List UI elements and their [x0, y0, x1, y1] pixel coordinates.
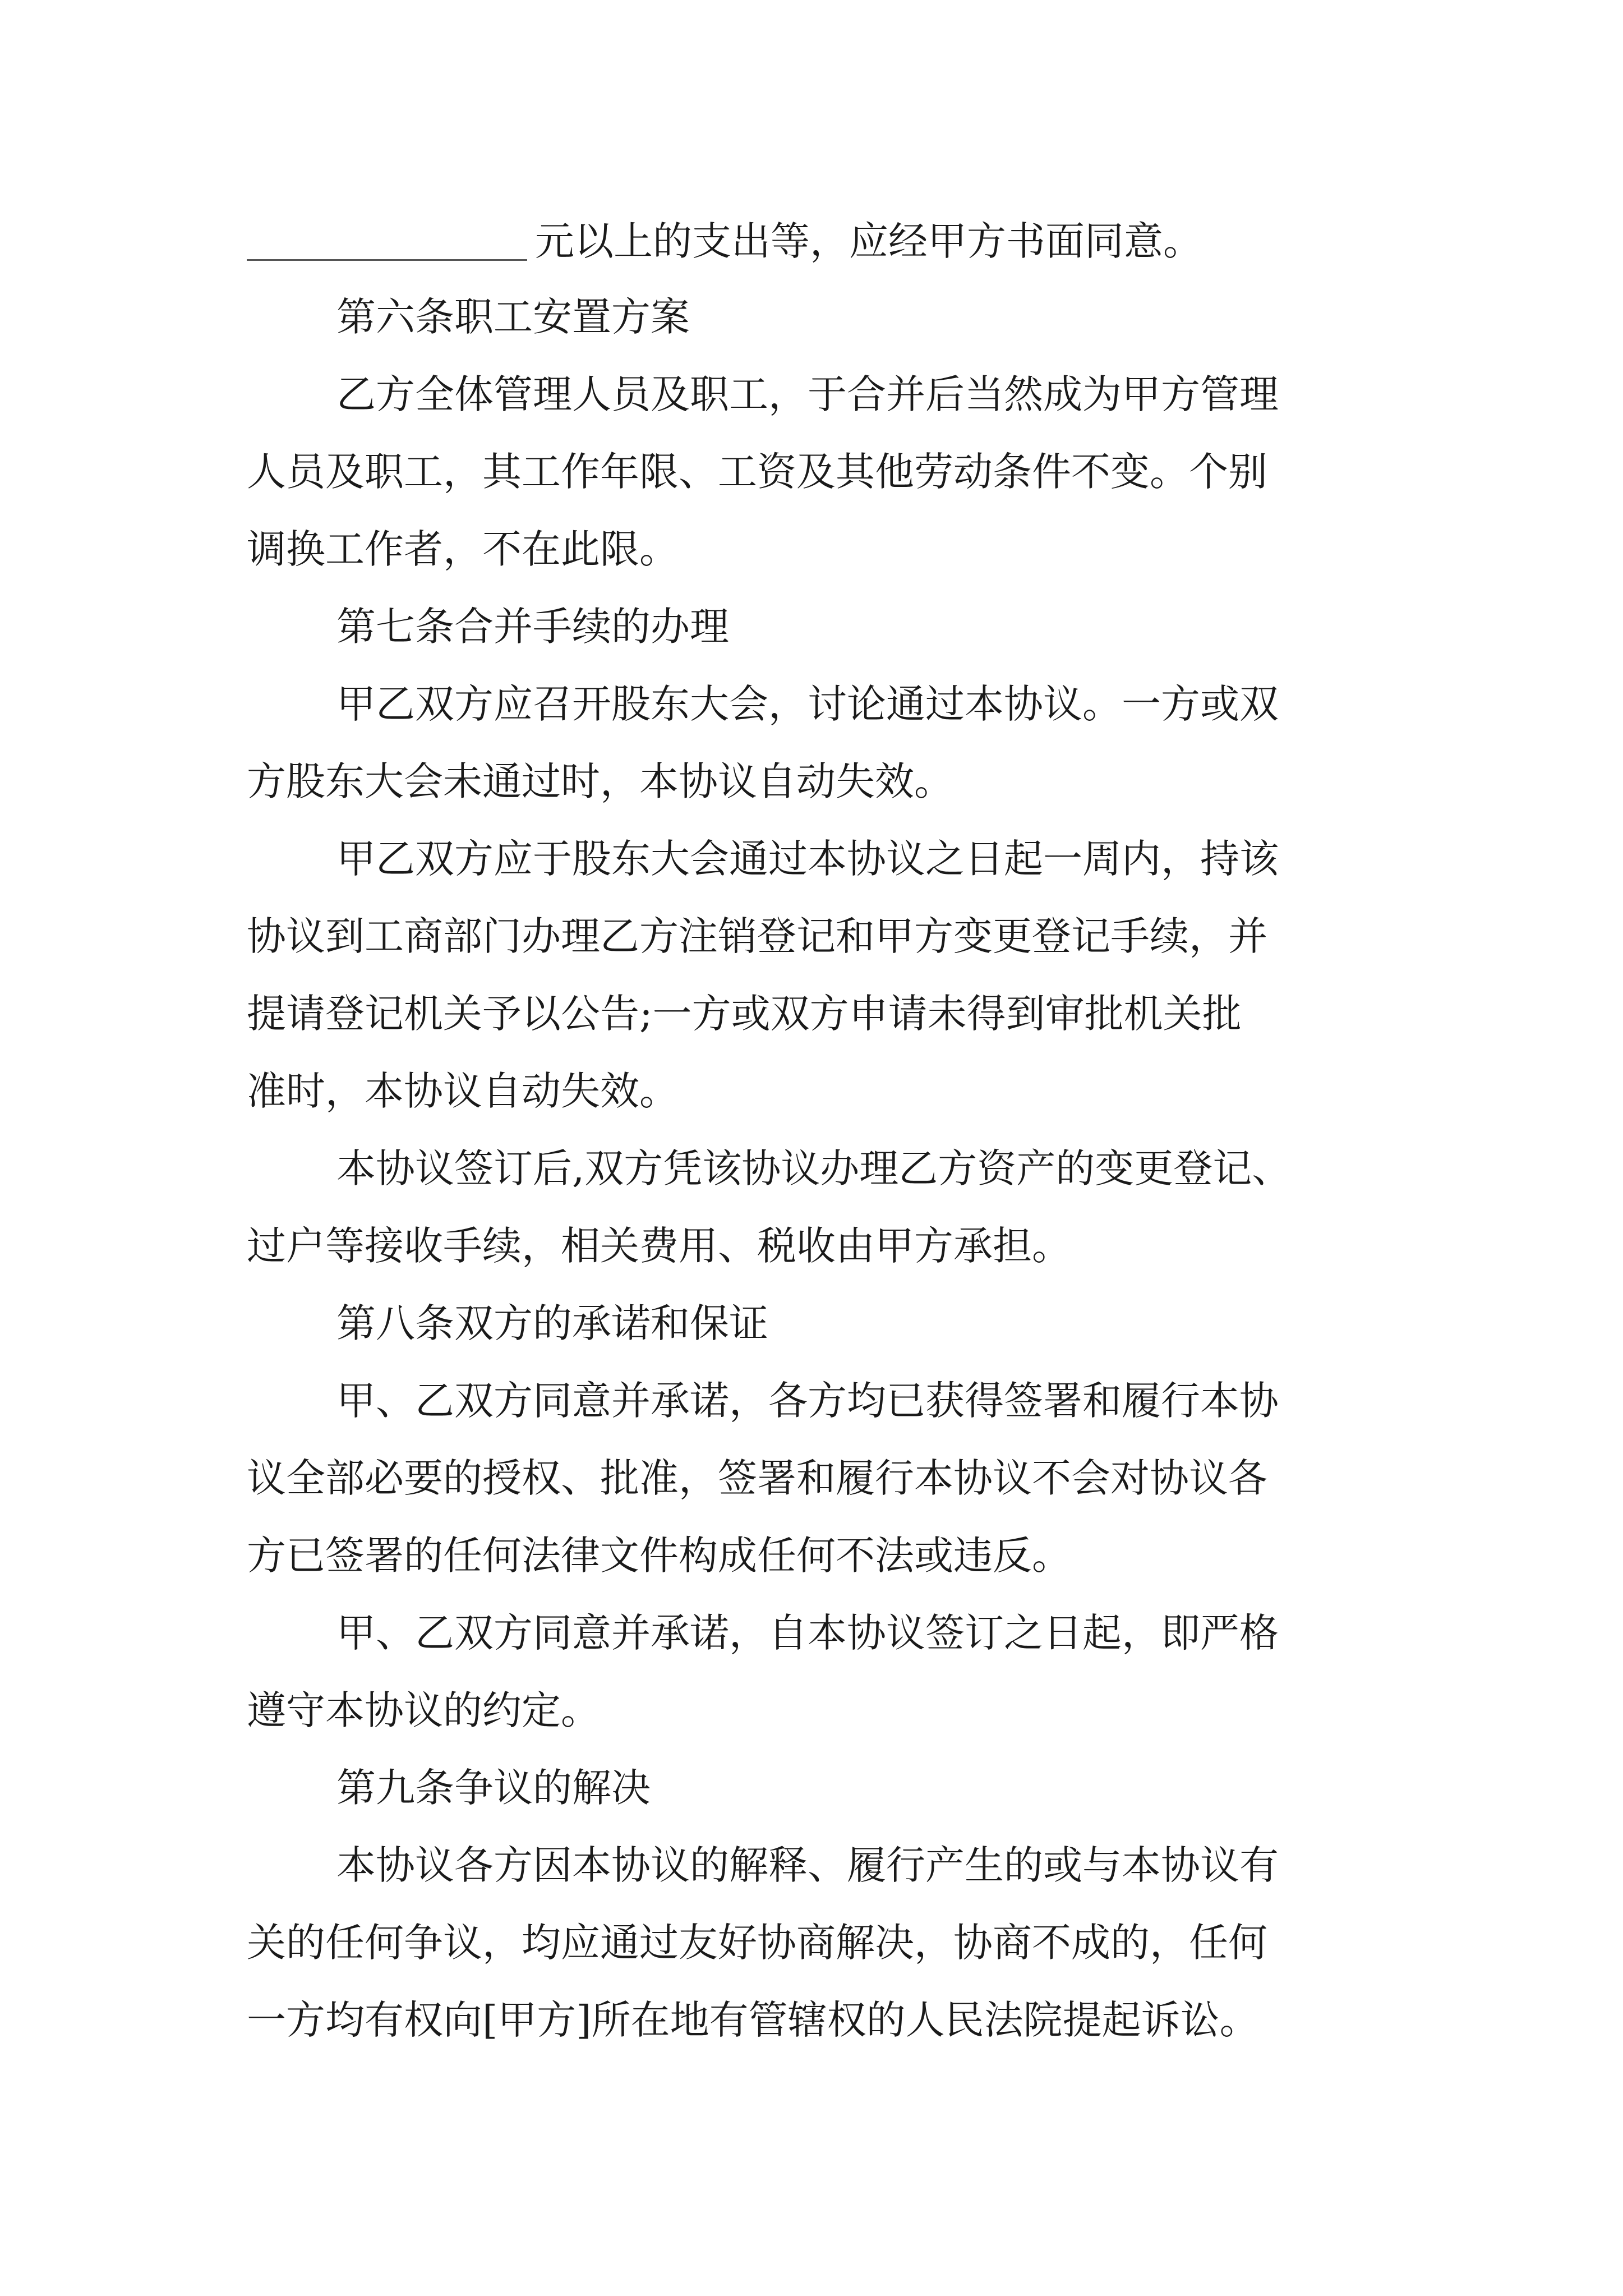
section-heading-6: 第六条职工安置方案: [336, 294, 690, 340]
paragraph-line: 关的任何争议，均应通过友好协商解决，协商不成的，任何: [247, 1920, 1267, 1966]
paragraph-line: 协议到工商部门办理乙方注销登记和甲方变更登记手续，并: [247, 913, 1267, 959]
paragraph-line: 甲乙双方应于股东大会通过本协议之日起一周内，持该: [336, 836, 1279, 882]
paragraph-line: 方已签署的任何法律文件构成任何不法或违反。: [247, 1533, 1071, 1579]
section-heading-7: 第七条合并手续的办理: [336, 604, 729, 650]
paragraph-line: 本协议各方因本协议的解释、履行产生的或与本协议有: [336, 1842, 1279, 1888]
paragraph-line: 准时，本协议自动失效。: [247, 1068, 679, 1114]
paragraph-line: 甲乙双方应召开股东大会，讨论通过本协议。一方或双: [336, 681, 1279, 727]
paragraph-line: 过户等接收手续，相关费用、税收由甲方承担。: [247, 1223, 1071, 1269]
paragraph-line: 本协议签订后,双方凭该协议办理乙方资产的变更登记、: [336, 1145, 1292, 1191]
paragraph-line: 一方均有权向[甲方]所在地有管辖权的人民法院提起诉讼。: [247, 1997, 1259, 2043]
paragraph-line: 甲、乙双方同意并承诺，自本协议签订之日起，即严格: [336, 1610, 1279, 1656]
paragraph-line: 乙方全体管理人员及职工，于合并后当然成为甲方管理: [336, 371, 1279, 417]
paragraph-line: 甲、乙双方同意并承诺，各方均已获得签署和履行本协: [336, 1378, 1279, 1424]
paragraph-line: 调换工作者，不在此限。: [247, 526, 679, 572]
paragraph-line: 遵守本协议的约定。: [247, 1687, 600, 1733]
paragraph-line: 人员及职工，其工作年限、工资及其他劳动条件不变。个别: [247, 449, 1267, 495]
section-heading-9: 第九条争议的解决: [336, 1765, 651, 1811]
fill-in-blank: [247, 220, 527, 261]
paragraph-line: 提请登记机关予以公告;一方或双方申请未得到审批机关批: [247, 991, 1242, 1037]
section-heading-8: 第八条双方的承诺和保证: [336, 1300, 768, 1346]
paragraph-line: 方股东大会未通过时，本协议自动失效。: [247, 758, 953, 804]
paragraph-line: 元以上的支出等，应经甲方书面同意。: [247, 220, 1202, 261]
paragraph-line: 议全部必要的授权、批准，签署和履行本协议不会对协议各: [247, 1455, 1267, 1501]
